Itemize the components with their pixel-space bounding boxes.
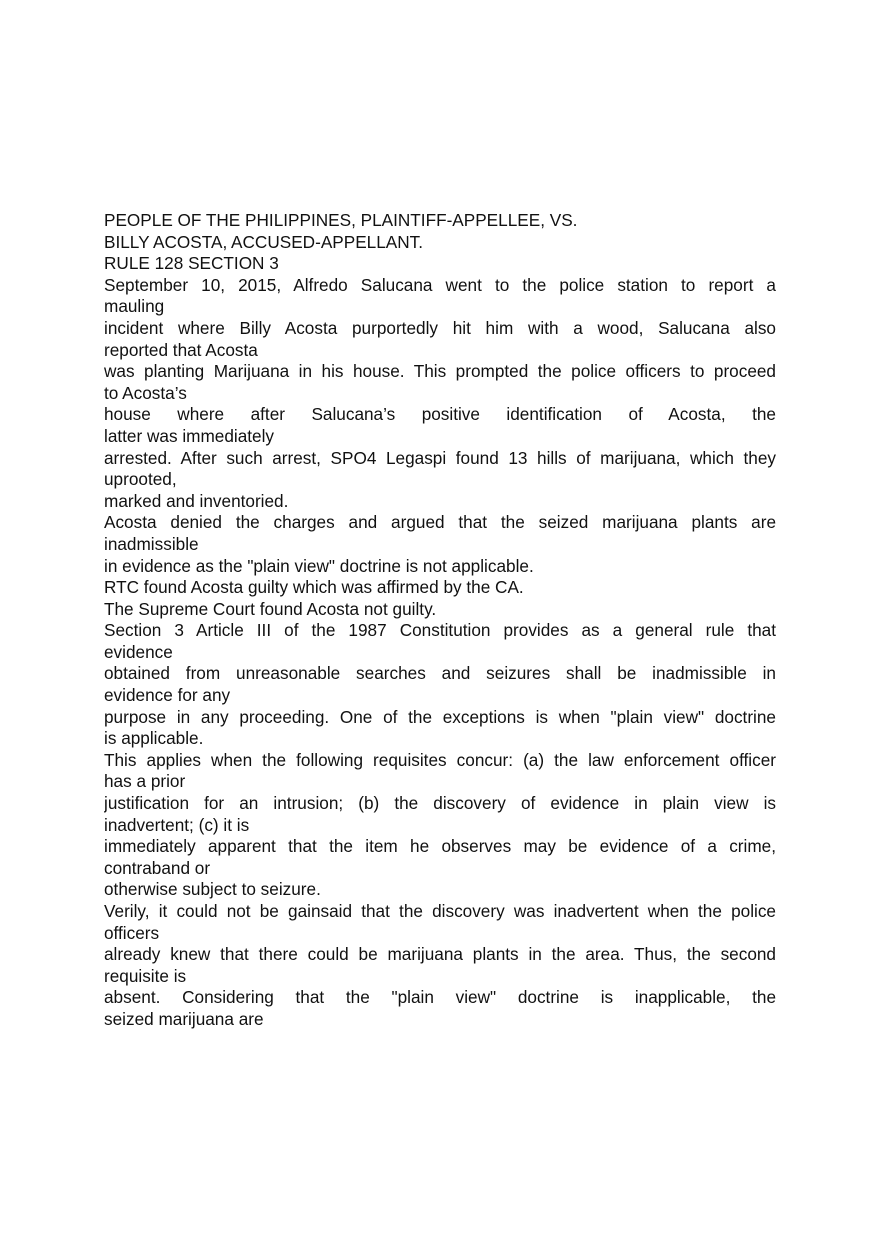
text-line: Section 3 Article III of the 1987 Constitution provides as a general rule that xyxy=(104,620,776,641)
text-line: inadmissible xyxy=(104,533,199,554)
text-line: has a prior xyxy=(104,771,186,792)
text-line: otherwise subject to seizure. xyxy=(104,879,321,900)
text-line: evidence xyxy=(104,641,173,662)
text-line: latter was immediately xyxy=(104,425,275,446)
document-body xyxy=(104,210,776,1031)
text-line: was planting Marijuana in his house. This prompted the police officers to proceed xyxy=(104,361,776,382)
text-line: to Acosta’s xyxy=(104,382,187,403)
text-line: BILLY ACOSTA, ACCUSED-APPELLANT. xyxy=(104,231,424,252)
text-line: PEOPLE OF THE PHILIPPINES, PLAINTIFF-APPELLEE, VS. xyxy=(104,210,578,230)
text-line: reported that Acosta xyxy=(104,339,258,360)
text-line: obtained from unreasonable searches and seizures shall be inadmissible in xyxy=(104,663,776,684)
text-line: incident where Billy Acosta purportedly hit him with a wood, Salucana also xyxy=(104,317,776,338)
text-line: marked and inventoried. xyxy=(104,490,289,511)
text-line: seized marijuana are xyxy=(104,1008,264,1029)
text-line: officers xyxy=(104,922,160,943)
text-line: Acosta denied the charges and argued that the seized marijuana plants are xyxy=(104,512,776,533)
text-line: uprooted, xyxy=(104,469,177,490)
text-line: contraband or xyxy=(104,857,211,878)
text-line: immediately apparent that the item he observes may be evidence of a crime, xyxy=(104,836,776,857)
text-line: absent. Considering that the "plain view" doctrine is inapplicable, the xyxy=(104,987,776,1008)
text-line: in evidence as the "plain view" doctrine is not applicable. xyxy=(104,555,534,576)
text-line: This applies when the following requisites concur: (a) the law enforcement officer xyxy=(104,749,776,770)
text-line: RULE 128 SECTION 3 xyxy=(104,253,279,274)
text-line: is applicable. xyxy=(104,728,204,749)
text-line: justification for an intrusion; (b) the discovery of evidence in plain view is xyxy=(104,793,776,814)
text-line: RTC found Acosta guilty which was affirmed by the CA. xyxy=(104,577,524,598)
text-line: September 10, 2015, Alfredo Salucana went to the police station to report a xyxy=(104,274,776,295)
text-line: evidence for any xyxy=(104,685,231,706)
text-line: purpose in any proceeding. One of the exceptions is when "plain view" doctrine xyxy=(104,706,776,727)
text-line: arrested. After such arrest, SPO4 Legaspi found 13 hills of marijuana, which they xyxy=(104,447,776,468)
text-line: The Supreme Court found Acosta not guilty. xyxy=(104,598,437,619)
text-line: already knew that there could be marijuana plants in the area. Thus, the second xyxy=(104,944,776,965)
text-line: mauling xyxy=(104,296,165,317)
text-line: house where after Salucana’s positive identification of Acosta, the xyxy=(104,404,776,425)
text-line: inadvertent; (c) it is xyxy=(104,814,250,835)
text-line: requisite is xyxy=(104,965,187,986)
text-line: Verily, it could not be gainsaid that the discovery was inadvertent when the police xyxy=(104,901,776,921)
